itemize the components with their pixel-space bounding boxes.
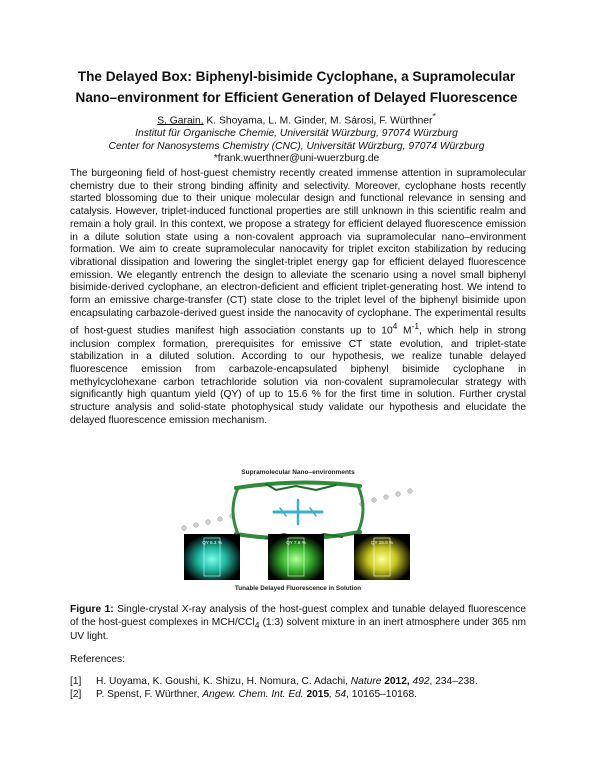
abstract-text-1: The burgeoning field of host-guest chemistry recently created immense attention in supramolecular chemistry due to their strong binding affinity and selectivity. Moreover, cyclophane hosts recently started blossoming due to their unique molecular design and functional relevance in sensing and catalysis. However, triplet-induced functional properties are still unknown in this scientific realm and remain a holy grail. In this context, we propose a strategy for efficient delayed fluorescence emission in a dilute solution state using a non-covalent approach via supramolecular nano–environment formation. We aim to create supramolecular nanocavity for triplet exciton stabilization by reducing vibrational dissipation and lowering the singlet-triplet energy gap for efficient delayed fluorescence emission. We elegantly entrench the design to alleviate the scenario using a novel small biphenyl bisimide-derived cyclophane, an electron-deficient and efficient triplet-generating host. We intend to form an emissive charge-transfer (CT) state close to the triplet level of the biphenyl bisimide upon encapsulating carbazole-derived guest inside the nanocavity of cyclophane. The experimental results of host-guest studies manifest high association constants up to 10 <box>70 168 526 337</box>
abstract-sup-1: 4 <box>392 321 398 332</box>
paper-title <box>40 66 553 108</box>
reference-journal: Angew. Chem. Int. Ed. <box>202 689 304 700</box>
figure-caption <box>70 604 526 644</box>
reference-pages: , 234–238. <box>429 676 478 687</box>
author-block <box>40 110 553 166</box>
vial-2 <box>268 534 324 580</box>
vial-label-2: QY 7.8 % <box>286 540 306 545</box>
reference-year: 2015 <box>303 689 330 700</box>
reference-item <box>70 675 526 688</box>
reference-journal: Nature <box>350 676 382 687</box>
reference-volume: , 54 <box>329 689 347 700</box>
vial-1 <box>184 534 240 580</box>
corresponding-email: *frank.wuerthner@uni-wuerzburg.de <box>213 153 380 165</box>
reference-number: [1] <box>70 676 82 687</box>
abstract-sup-2: -1 <box>411 321 420 332</box>
figure-1 <box>176 464 421 594</box>
abstract-text-2: M <box>397 325 412 337</box>
vial-label-3: QY 15.6 % <box>370 540 394 545</box>
reference-pages: , 10165–10168. <box>346 689 417 700</box>
caption-text-2: (1:3) solvent mixture in an inert atmosphere under 365 nm UV light. <box>70 616 526 643</box>
reference-number: [2] <box>70 689 82 700</box>
reference-volume: 492 <box>412 676 430 687</box>
caption-subscript: 4 <box>254 619 260 630</box>
abstract <box>70 168 526 427</box>
corresponding-mark: * <box>432 111 436 121</box>
figure-graphic <box>176 464 421 594</box>
reference-body <box>96 688 526 701</box>
title-line-2: Nano–environment for Efficient Generation of Delayed Fluorescence <box>75 90 518 105</box>
reference-authors: P. Spenst, F. Würthner, <box>96 689 203 700</box>
affiliation-2: Center for Nanosystems Chemistry (CNC), Universität Würzburg, 97074 Würzburg <box>108 140 485 152</box>
reference-year: 2012, <box>381 676 413 687</box>
co-authors: K. Shoyama, L. M. Ginder, M. Sárosi, F. Würthner <box>203 115 433 127</box>
presenting-author: S. Garain, <box>157 115 204 127</box>
reference-authors: H. Uoyama, K. Goushi, K. Shizu, H. Nomura, C. Adachi, <box>96 676 351 687</box>
affiliation-1: Institut für Organische Chemie, Universität Würzburg, 97074 Würzburg <box>135 128 458 140</box>
title-line-1: The Delayed Box: Biphenyl-bisimide Cyclophane, a Supramolecular <box>77 69 516 84</box>
encapsulated-guest <box>274 500 322 524</box>
author-list <box>40 110 553 128</box>
vial-3 <box>354 534 410 580</box>
figure-bottom-label: Tunable Delayed Fluorescence in Solution <box>234 585 362 592</box>
abstract-text-3: , which help in strong inclusion complex formation, prerequisites for emissive CT state evolution, and triplet-state stabilization in a diluted solution. According to our hypothesis, we realize tunable delayed fluorescence emission from carbazole-encapsulated biphenyl bisimide cyclophane in methylcyclohexane carbon tetrachloride solution via non-covalent supramolecular strategy with significantly high quantum yield (QY) of up to 15.6 % for the first time in solution. Further crystal structure analysis and solid-state photophysical study validate our hypothesis and elucidate the delayed fluorescence emission mechanism. <box>70 325 526 426</box>
vial-label-1: QY 5.3 % <box>202 540 222 545</box>
reference-body <box>96 675 526 688</box>
figure-top-label: Supramolecular Nano–environments <box>241 469 355 476</box>
reference-item <box>70 688 526 701</box>
caption-text-1: Single-crystal X-ray analysis of the host-guest complex and tunable delayed fluorescence of the host-guest complexes in MCH/CCl <box>70 604 526 628</box>
references-heading: References: <box>70 654 125 665</box>
caption-label: Figure 1: <box>70 604 114 615</box>
reference-list <box>70 675 526 701</box>
